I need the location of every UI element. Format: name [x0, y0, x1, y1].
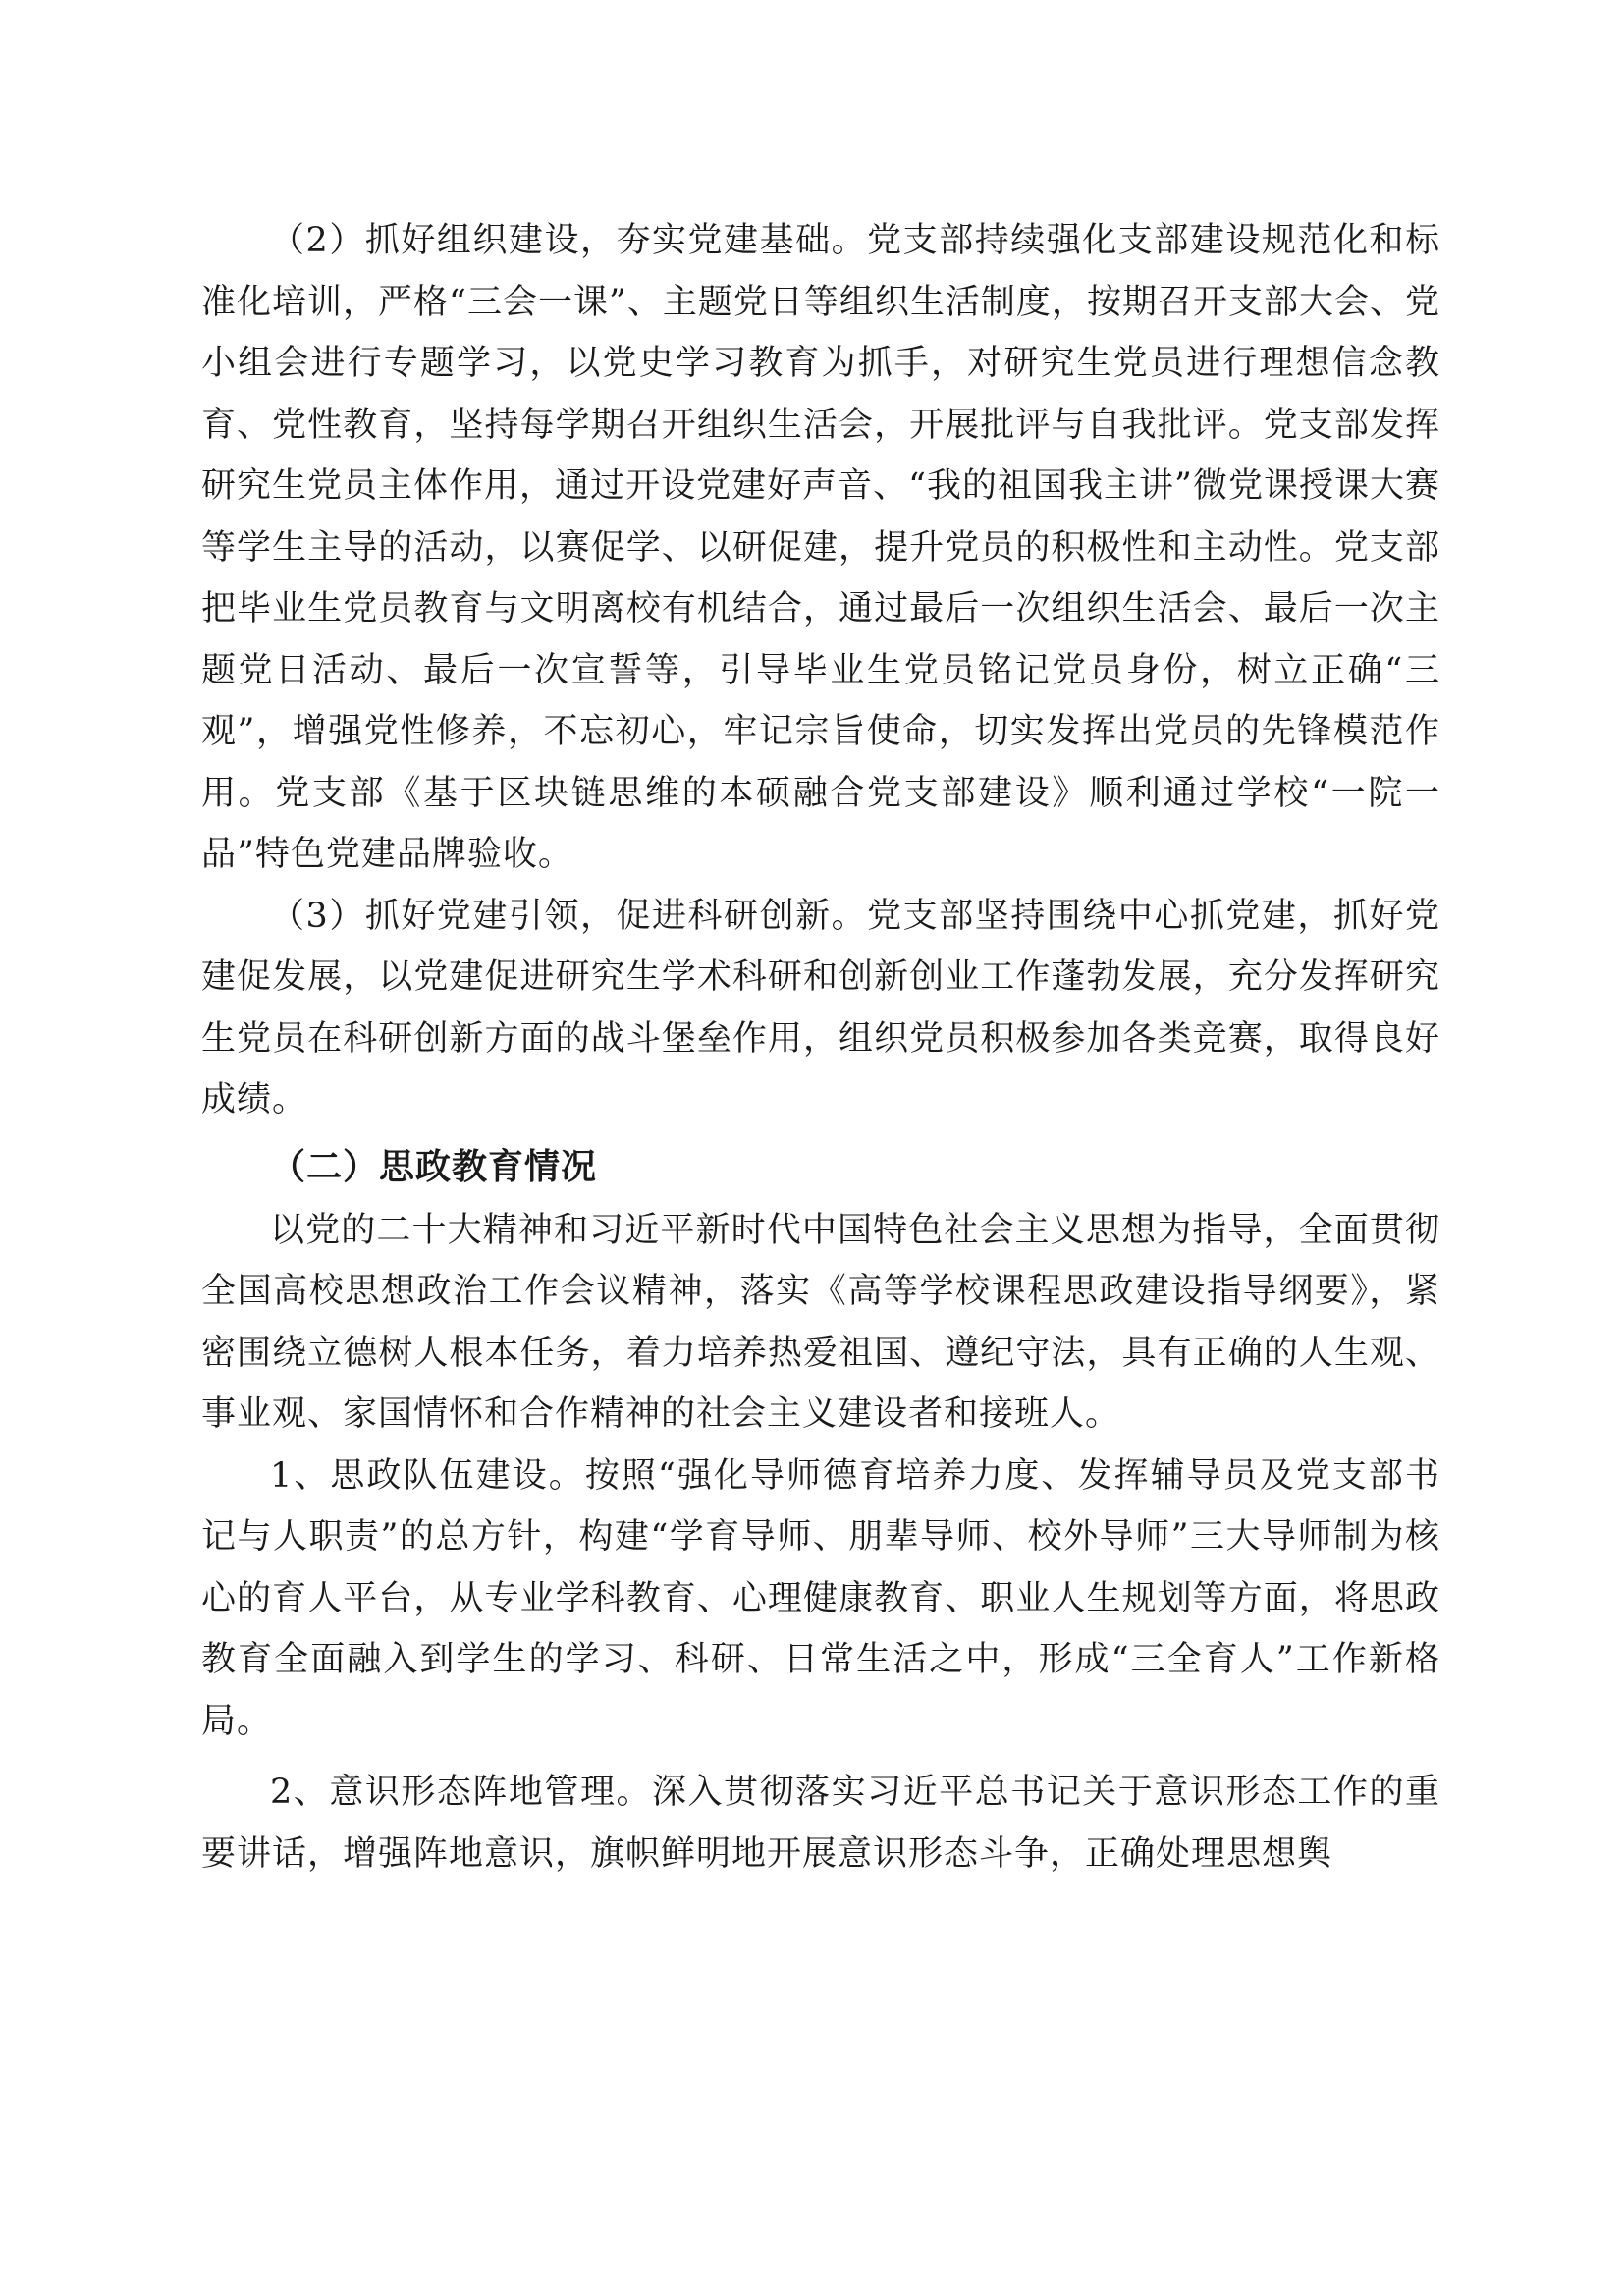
document-body [201, 210, 1440, 1885]
paragraph-team-building: 1、思政队伍建设。按照“强化导师德育培养力度、发挥辅导员及党支部书记与人职责”的总方针，构建“学育导师、朋辈导师、校外导师”三大导师制为核心的育人平台，从专业学科教育、心理健康教育、职业人生规划等方面，将思政教育全面融入到学生的学习、科研、日常生活之中，形成“三全育人”工作新格局。 [201, 1455, 1440, 1741]
paragraph-organization-building: （2）抓好组织建设，夯实党建基础。党支部持续强化支部建设规范化和标准化培训，严格“三会一课”、主题党日等组织生活制度，按期召开支部大会、党小组会进行专题学习，以党史学习教育为抓手，对研究生党员进行理想信念教育、党性教育，坚持每学期召开组织生活会，开展批评与自我批评。党支部发挥研究生党员主体作用，通过开设党建好声音、“我的祖国我主讲”微党课授课大赛等学生主导的活动，以赛促学、以研促建，提升党员的积极性和主动性。党支部把毕业生党员教育与文明离校有机结合，通过最后一次组织生活会、最后一次主题党日活动、最后一次宣誓等，引导毕业生党员铭记党员身份，树立正确“三观”，增强党性修养，不忘初心，牢记宗旨使命，切实发挥出党员的先锋模范作用。党支部《基于区块链思维的本硕融合党支部建设》顺利通过学校“一院一品”特色党建品牌验收。 [201, 221, 1440, 874]
paragraph-ideology-management: 2、意识形态阵地管理。深入贯彻落实习近平总书记关于意识形态工作的重要讲话，增强阵地意识，旗帜鲜明地开展意识形态斗争，正确处理思想舆 [201, 1773, 1440, 1874]
paragraph-ideological-guidance: 以党的二十大精神和习近平新时代中国特色社会主义思想为指导，全面贯彻全国高校思想政治工作会议精神，落实《高等学校课程思政建设指导纲要》，紧密围绕立德树人根本任务，着力培养热爱祖国、遵纪守法，具有正确的人生观、事业观、家国情怀和合作精神的社会主义建设者和接班人。 [201, 1210, 1440, 1434]
section-heading-ideological-education: （二）思政教育情况 [270, 1146, 598, 1187]
paragraph-party-leadership-research: （3）抓好党建引领，促进科研创新。党支部坚持围绕中心抓党建，抓好党建促发展，以党建促进研究生学术科研和创新创业工作蓬勃发展，充分发挥研究生党员在科研创新方面的战斗堡垒作用，组织党员积极参加各类竞赛，取得良好成绩。 [201, 896, 1440, 1120]
